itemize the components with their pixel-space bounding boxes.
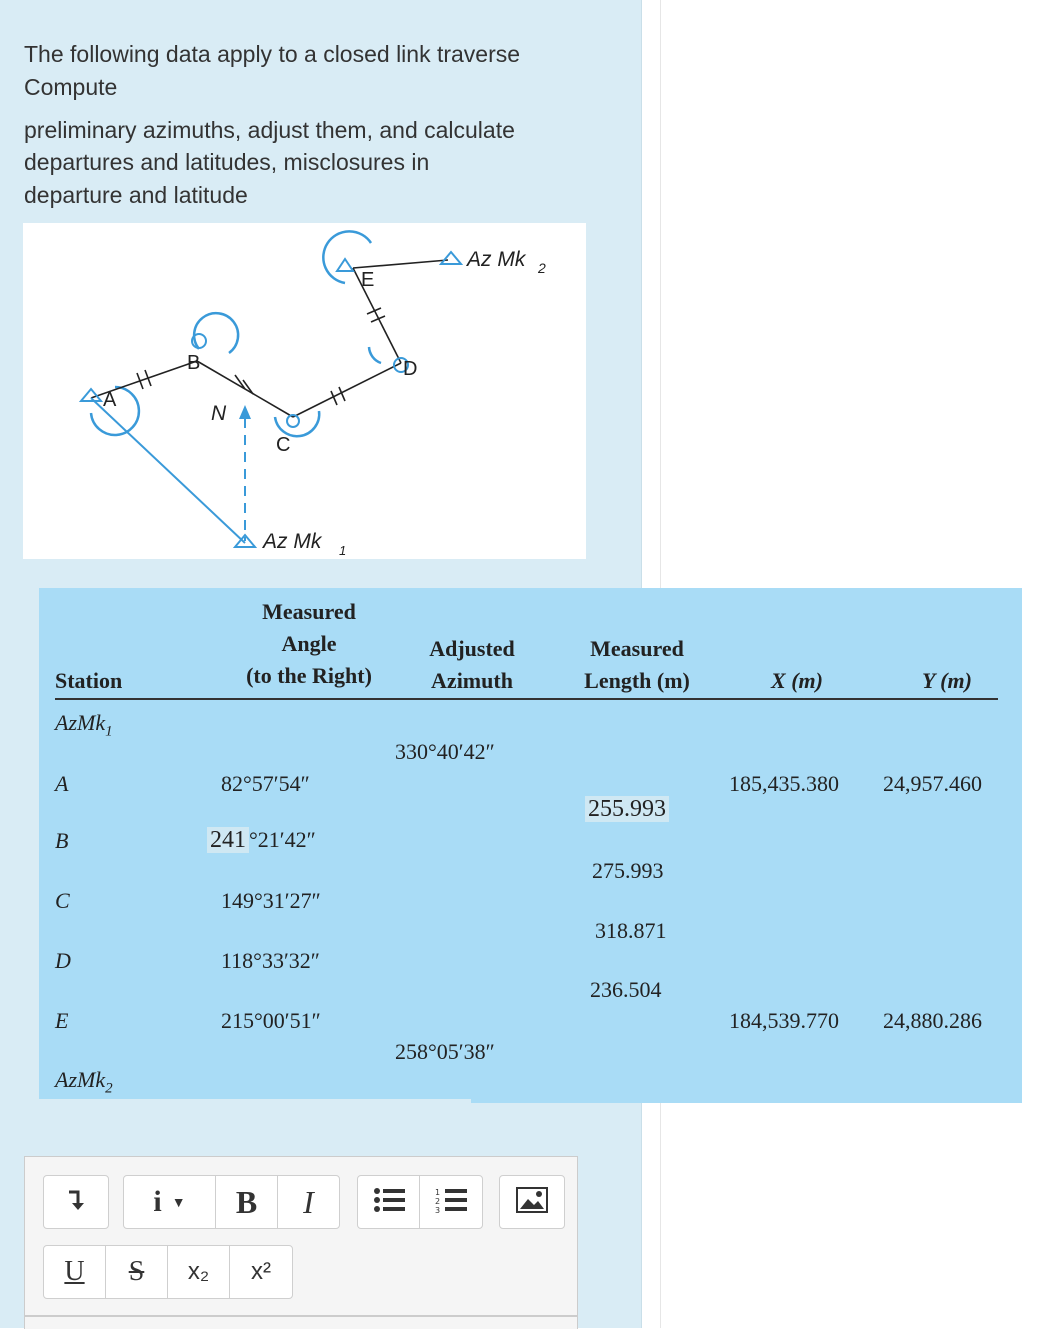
y-e: 24,880.286 bbox=[883, 1008, 982, 1033]
question-line: departures and latitudes, misclosures in bbox=[24, 149, 430, 175]
x-a: 185,435.380 bbox=[729, 771, 839, 796]
angle-e: 215°00′51″ bbox=[221, 1008, 321, 1033]
question-line: The following data apply to a closed link traverse bbox=[24, 41, 521, 67]
angle-a: 82°57′54″ bbox=[221, 771, 310, 796]
station-label-e: E bbox=[361, 269, 375, 291]
station-e: E bbox=[55, 1008, 69, 1033]
strikethrough-label: S bbox=[128, 1256, 145, 1287]
azimuth-start: 330°40′42″ bbox=[395, 739, 495, 764]
traverse-diagram-svg bbox=[23, 223, 586, 559]
station-markers bbox=[81, 252, 461, 547]
station-label-b: B bbox=[187, 352, 201, 374]
header-rule bbox=[55, 698, 998, 700]
angle-b: 241 °21′42″ bbox=[207, 827, 316, 854]
station-b: B bbox=[55, 828, 69, 853]
arrow-down-right-icon bbox=[66, 1189, 86, 1216]
svg-text:2: 2 bbox=[435, 1196, 441, 1206]
station-azmk2: AzMk$_2$ bbox=[55, 1067, 113, 1097]
header-y: Y (m) bbox=[922, 668, 972, 693]
insert-button[interactable] bbox=[44, 1176, 108, 1228]
numbered-list-icon bbox=[435, 1187, 467, 1218]
info-icon: i bbox=[153, 1185, 162, 1218]
question-line: preliminary azimuths, adjust them, and calculate bbox=[24, 117, 515, 143]
superscript-label: x² bbox=[251, 1258, 271, 1285]
italic-label: I bbox=[303, 1183, 314, 1220]
table-edge bbox=[39, 1099, 471, 1107]
bold-label: B bbox=[235, 1183, 258, 1220]
bold-button[interactable] bbox=[216, 1176, 278, 1228]
question-line: departure and latitude bbox=[24, 182, 248, 208]
bullet-list-icon bbox=[373, 1187, 405, 1218]
header-measured-length: Measured Length (m) bbox=[584, 636, 690, 693]
subscript-button[interactable] bbox=[168, 1246, 230, 1298]
station-a: A bbox=[55, 771, 69, 796]
north-label: N bbox=[211, 402, 227, 425]
station-label-d: D bbox=[403, 358, 418, 380]
underline-button[interactable] bbox=[44, 1246, 106, 1298]
numbered-list-button[interactable] bbox=[420, 1176, 482, 1228]
x-e: 184,539.770 bbox=[729, 1008, 839, 1033]
header-measured-angle: Measured Angle (to the Right) bbox=[246, 599, 372, 688]
svg-text:1: 1 bbox=[435, 1187, 441, 1197]
question-line: Compute bbox=[24, 74, 118, 100]
leg-c-d bbox=[293, 363, 401, 417]
station-c: C bbox=[55, 888, 70, 913]
traverse-data-table bbox=[39, 588, 1022, 1103]
header-station: Station bbox=[55, 668, 123, 693]
editor-divider bbox=[25, 1315, 577, 1317]
length-ab: 255.993 bbox=[585, 796, 669, 823]
station-label-c: C bbox=[276, 434, 291, 456]
strikethrough-button[interactable] bbox=[106, 1246, 168, 1298]
toolbar-group-insert bbox=[43, 1175, 109, 1229]
header-adjusted-azimuth: Adjusted Azimuth bbox=[429, 636, 515, 693]
leg-e-azmk2 bbox=[353, 260, 448, 268]
triangle-icon bbox=[337, 259, 353, 271]
bullet-list-button[interactable] bbox=[358, 1176, 420, 1228]
y-a: 24,957.460 bbox=[883, 771, 982, 796]
italic-button[interactable] bbox=[278, 1176, 339, 1228]
info-dropdown-button[interactable] bbox=[124, 1176, 216, 1228]
az-mk1-label: Az Mk bbox=[263, 530, 322, 553]
length-cd: 318.871 bbox=[595, 918, 667, 943]
caret-down-icon: ▼ bbox=[171, 1194, 186, 1210]
toolbar-group-lists bbox=[357, 1175, 483, 1229]
subscript-label: x₂ bbox=[187, 1258, 210, 1285]
angle-d: 118°33′32″ bbox=[221, 948, 320, 973]
length-bc: 275.993 bbox=[592, 858, 664, 883]
station-label-a: A bbox=[103, 389, 117, 411]
underline-label: U bbox=[64, 1256, 85, 1287]
angle-c: 149°31′27″ bbox=[221, 888, 321, 913]
triangle-icon bbox=[441, 252, 461, 264]
image-icon bbox=[516, 1187, 548, 1218]
az-mk2-label: Az Mk bbox=[467, 248, 526, 271]
station-azmk1: AzMk$_1$ bbox=[55, 710, 113, 740]
question-text bbox=[24, 38, 604, 212]
traverse-diagram bbox=[23, 223, 586, 559]
toolbar-group-text bbox=[43, 1245, 293, 1299]
az-mk2-sub: 2 bbox=[538, 260, 546, 276]
insert-image-button[interactable] bbox=[500, 1176, 564, 1228]
superscript-button[interactable] bbox=[230, 1246, 292, 1298]
angle-arc-d bbox=[369, 347, 381, 363]
toolbar-group-format bbox=[123, 1175, 340, 1229]
azimuth-end: 258°05′38″ bbox=[395, 1039, 495, 1064]
length-de: 236.504 bbox=[590, 977, 662, 1002]
header-x: X (m) bbox=[771, 668, 823, 693]
station-d: D bbox=[55, 948, 71, 973]
toolbar-group-media bbox=[499, 1175, 565, 1229]
svg-text:3: 3 bbox=[435, 1205, 441, 1213]
north-arrow-icon bbox=[239, 405, 251, 419]
az-mk1-sub: 1 bbox=[339, 543, 347, 558]
answer-editor bbox=[24, 1156, 578, 1329]
